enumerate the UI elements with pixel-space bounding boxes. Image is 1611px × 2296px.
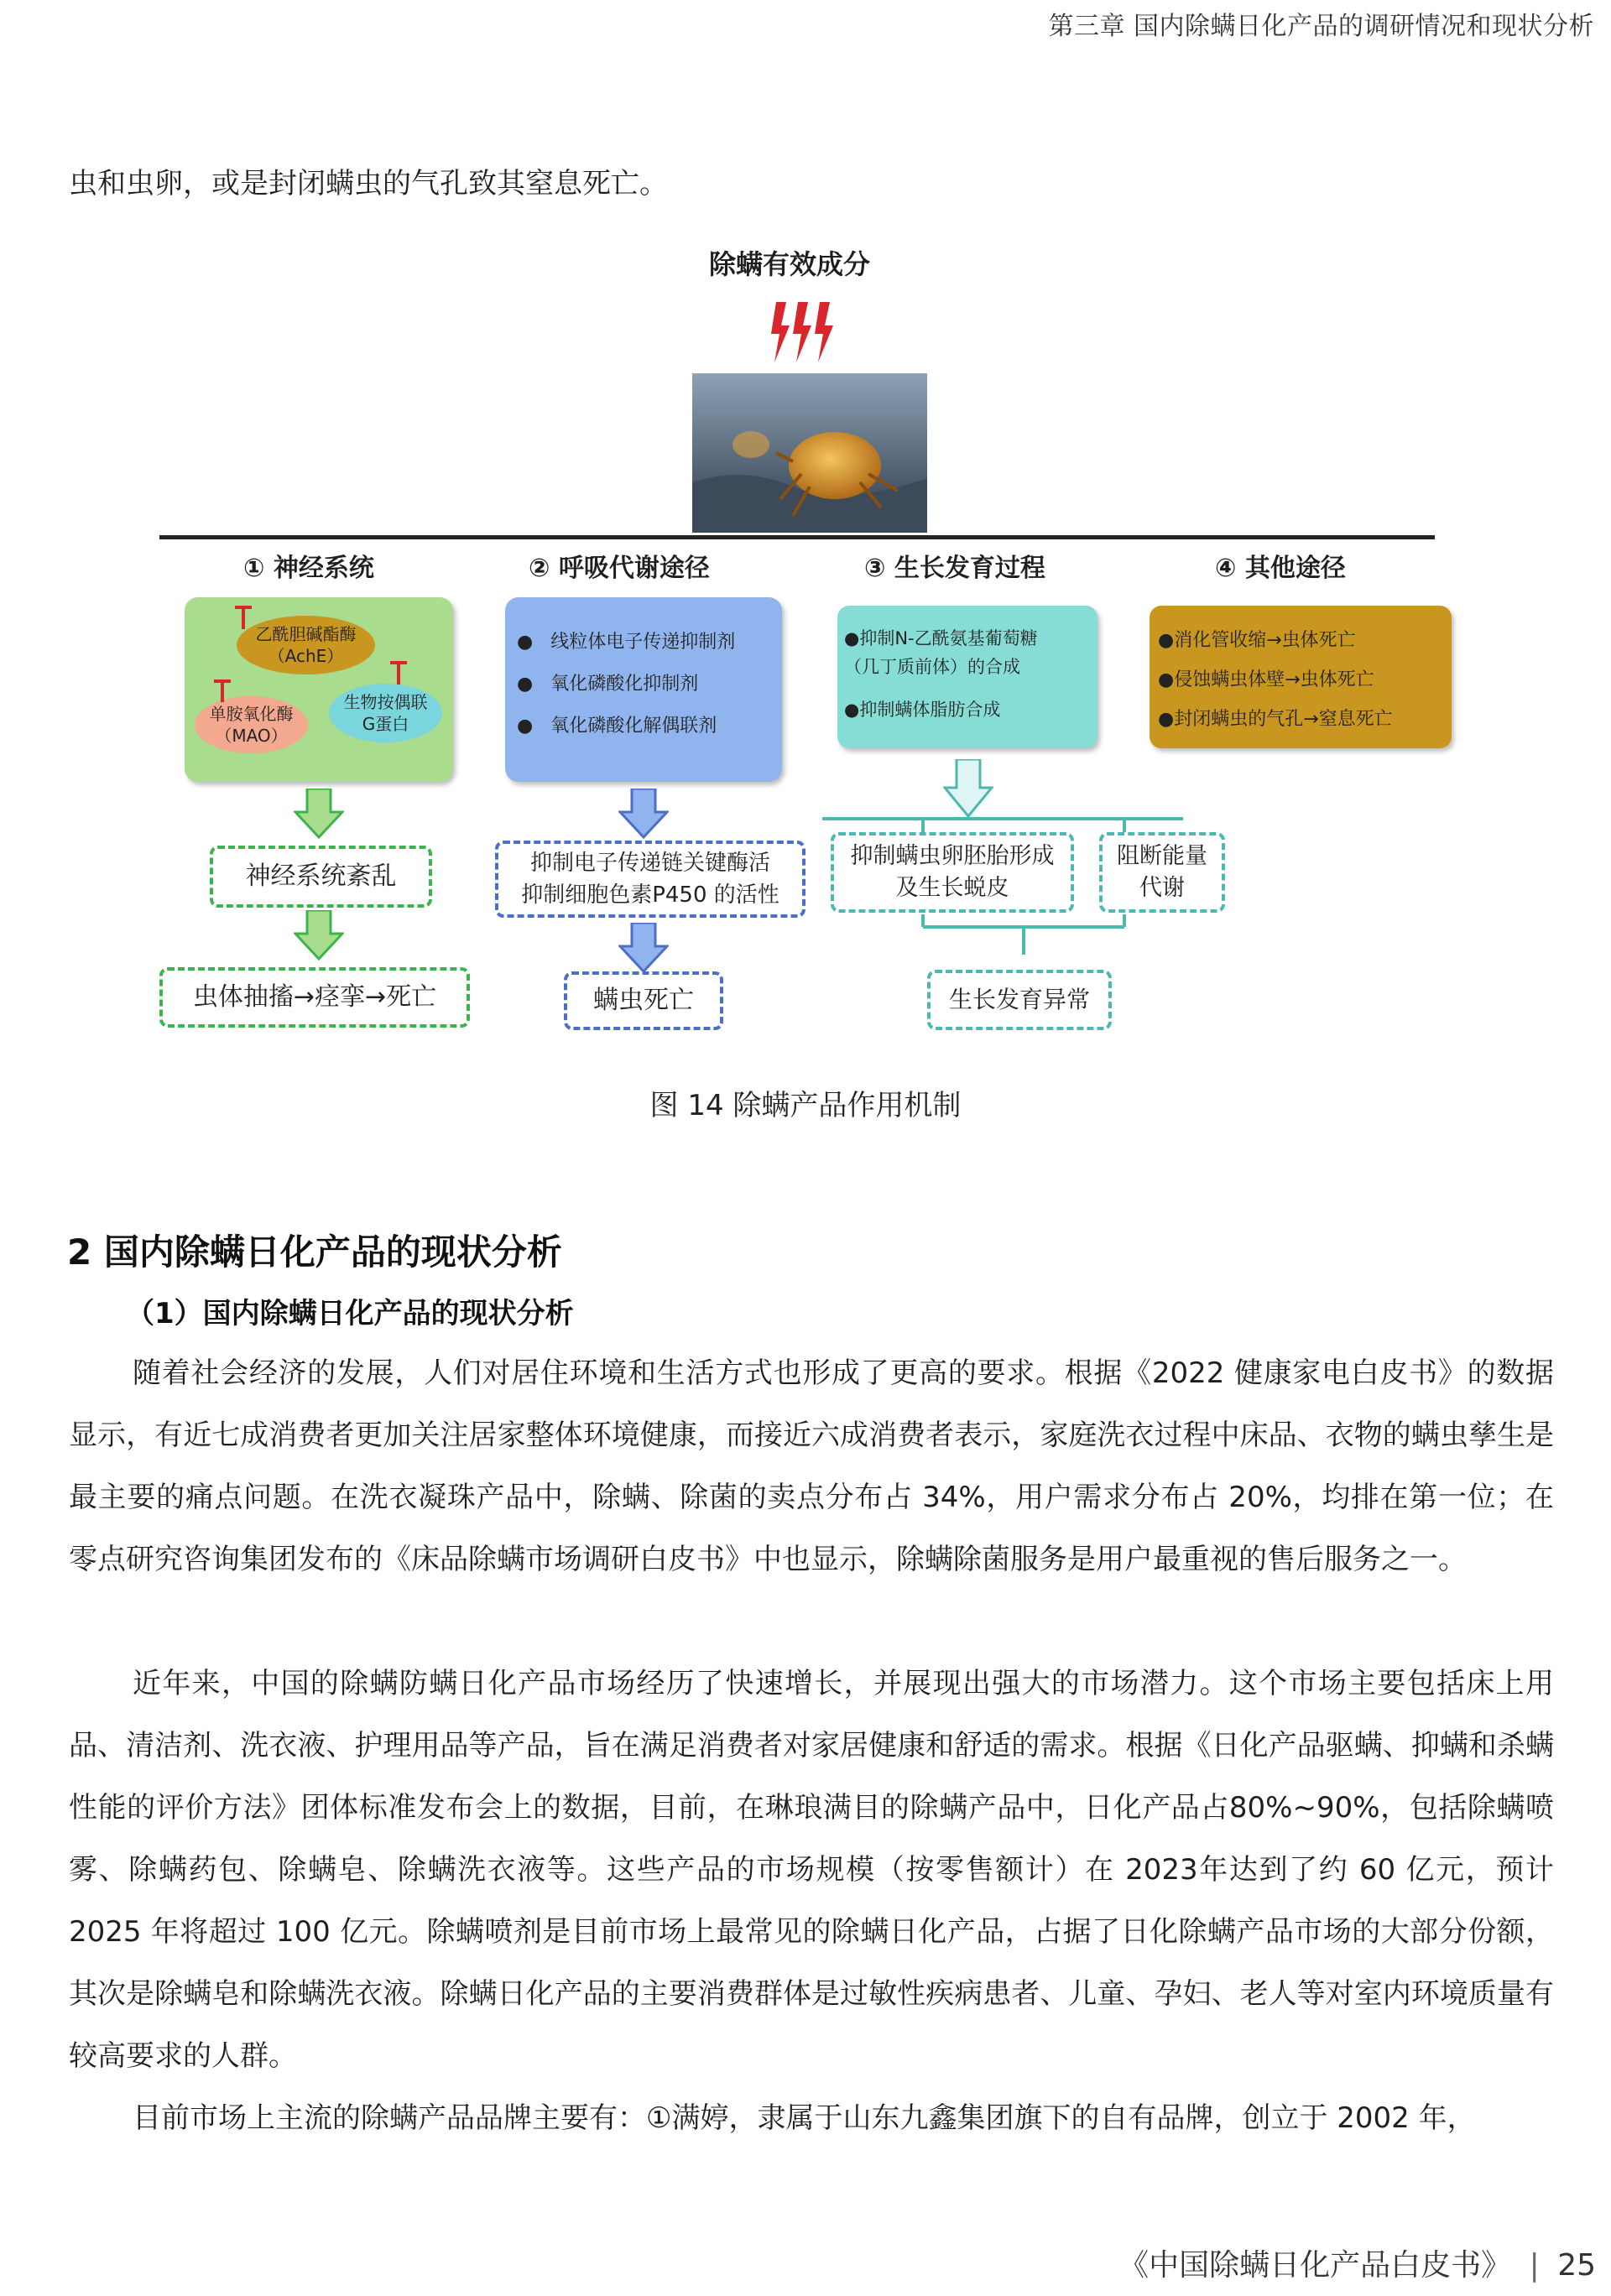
paragraph: 目前市场上主流的除螨产品品牌主要有：①满婷，隶属于山东九鑫集团旗下的自有品牌，创立于 2002 年， [133, 2101, 1476, 2135]
paragraph: 近年来，中国的除螨防螨日化产品市场经历了快速增长，并展现出强大的市场潜力。这个市场主要包括床上用品、清洁剂、洗衣液、护理用品等产品，旨在满足消费者对家居健康和舒适的需求。根据《日化产品驱螨、抑螨和杀螨性能的评价方法》团体标准发布会上的数据，目前，在琳琅满目的除螨产品中，日化产品占80%~90%，包括除螨喷雾、除螨药包、除螨皂、除螨洗衣液等。这些产品的市场规模（按零售额计）在 2023年达到了约 60 亿元，预计 2025 年将超过 100 亿元。除螨喷剂是目前市场上最常见的除螨日化产品，占据了日化除螨产品市场的大部分份额，其次是除螨皂和除螨洗衣液。除螨日化产品的主要消费群体是过敏性疾病患者、儿童、孕妇、老人等对室内环境质量有较高要求的人群。 [69, 1667, 1554, 2073]
footer-doc-title: 《中国除螨日化产品白皮书》 [1118, 2248, 1512, 2283]
outcome-mite-death: 螨虫死亡 [564, 971, 723, 1030]
down-arrow-icon [618, 789, 669, 839]
subsection-heading: （1）国内除螨日化产品的现状分析 [126, 1297, 574, 1330]
effect-enzyme-inhibition: 抑制电子传递链关键酶活 抑制细胞色素P450 的活性 [495, 841, 806, 918]
inhibition-marks-icon [185, 597, 453, 782]
continuation-text: 虫和虫卵，或是封闭螨虫的气孔致其窒息死亡。 [69, 167, 668, 200]
respiration-box [505, 597, 782, 782]
other-item: ●侵蚀螨虫体壁→虫体死亡 [1158, 669, 1374, 690]
other-item: ●消化管收缩→虫体死亡 [1158, 630, 1356, 651]
effect-nervous-disorder: 神经系统紊乱 [210, 846, 432, 908]
enzyme-ache: 乙酰胆碱酯酶 （AchE） [237, 616, 375, 674]
respiration-item: ● 线粒体电子传递抑制剂 [517, 632, 736, 653]
figure-title: 除螨有效成分 [709, 248, 871, 280]
outcome-growth-abnormal: 生长发育异常 [927, 970, 1112, 1030]
other-box [1150, 606, 1452, 748]
enzyme-g-protein: 生物按偶联 G蛋白 [329, 684, 442, 742]
down-arrow-icon [294, 910, 344, 961]
pathway-label-nervous: ① 神经系统 [243, 554, 374, 583]
growth-box [837, 606, 1097, 748]
growth-item: ●抑制N-乙酰氨基葡萄糖 （几丁质前体）的合成 [844, 628, 1038, 677]
figure-caption: 图 14 除螨产品作用机制 [649, 1089, 962, 1122]
figure-divider [159, 535, 1435, 539]
page-footer: 《中国除螨日化产品白皮书》 | 25 [1118, 2248, 1596, 2283]
down-arrow-icon [618, 923, 669, 973]
paragraph: 随着社会经济的发展，人们对居住环境和生活方式也形成了更高的要求。根据《2022 健康家电白皮书》的数据显示，有近七成消费者更加关注居家整体环境健康，而接近六成消费者表示，家庭洗衣过程中床品、衣物的螨虫孳生是最主要的痛点问题。在洗衣凝珠产品中，除螨、除菌的卖点分布占 34%，用户需求分布占 20%，均排在第一位；在零点研究咨询集团发布的《床品除螨市场调研白皮书》中也显示，除螨除菌服务是用户最重视的售后服务之一。 [69, 1356, 1554, 1576]
lightning-arrows-icon [768, 302, 843, 369]
section-heading: 2 国内除螨日化产品的现状分析 [67, 1231, 562, 1273]
outcome-convulsion-death: 虫体抽搐→痉挛→死亡 [159, 967, 470, 1028]
down-arrow-icon [943, 759, 993, 818]
dust-mite-image [692, 373, 927, 533]
page-number: 25 [1557, 2248, 1596, 2283]
pathway-label-other: ④ 其他途径 [1215, 554, 1346, 583]
pathway-label-respiration: ② 呼吸代谢途径 [529, 554, 710, 583]
running-header: 第三章 国内除螨日化产品的调研情况和现状分析 [1048, 12, 1594, 41]
respiration-item: ● 氧化磷酸化解偶联剂 [517, 716, 717, 737]
enzyme-mao: 单胺氧化酶 （MAO） [195, 696, 308, 753]
effect-embryo-inhibition: 抑制螨虫卵胚胎形成 及生长蜕皮 [831, 832, 1074, 913]
nervous-system-box [185, 597, 453, 782]
mechanism-figure [159, 243, 1468, 1049]
other-item: ●封闭螨虫的气孔→窒息死亡 [1158, 709, 1393, 730]
down-arrow-icon [294, 789, 344, 839]
pathway-label-growth: ③ 生长发育过程 [864, 554, 1045, 583]
effect-energy-block: 阻断能量 代谢 [1099, 832, 1225, 913]
growth-item: ●抑制螨体脂肪合成 [844, 700, 1001, 720]
respiration-item: ● 氧化磷酸化抑制剂 [517, 674, 699, 695]
